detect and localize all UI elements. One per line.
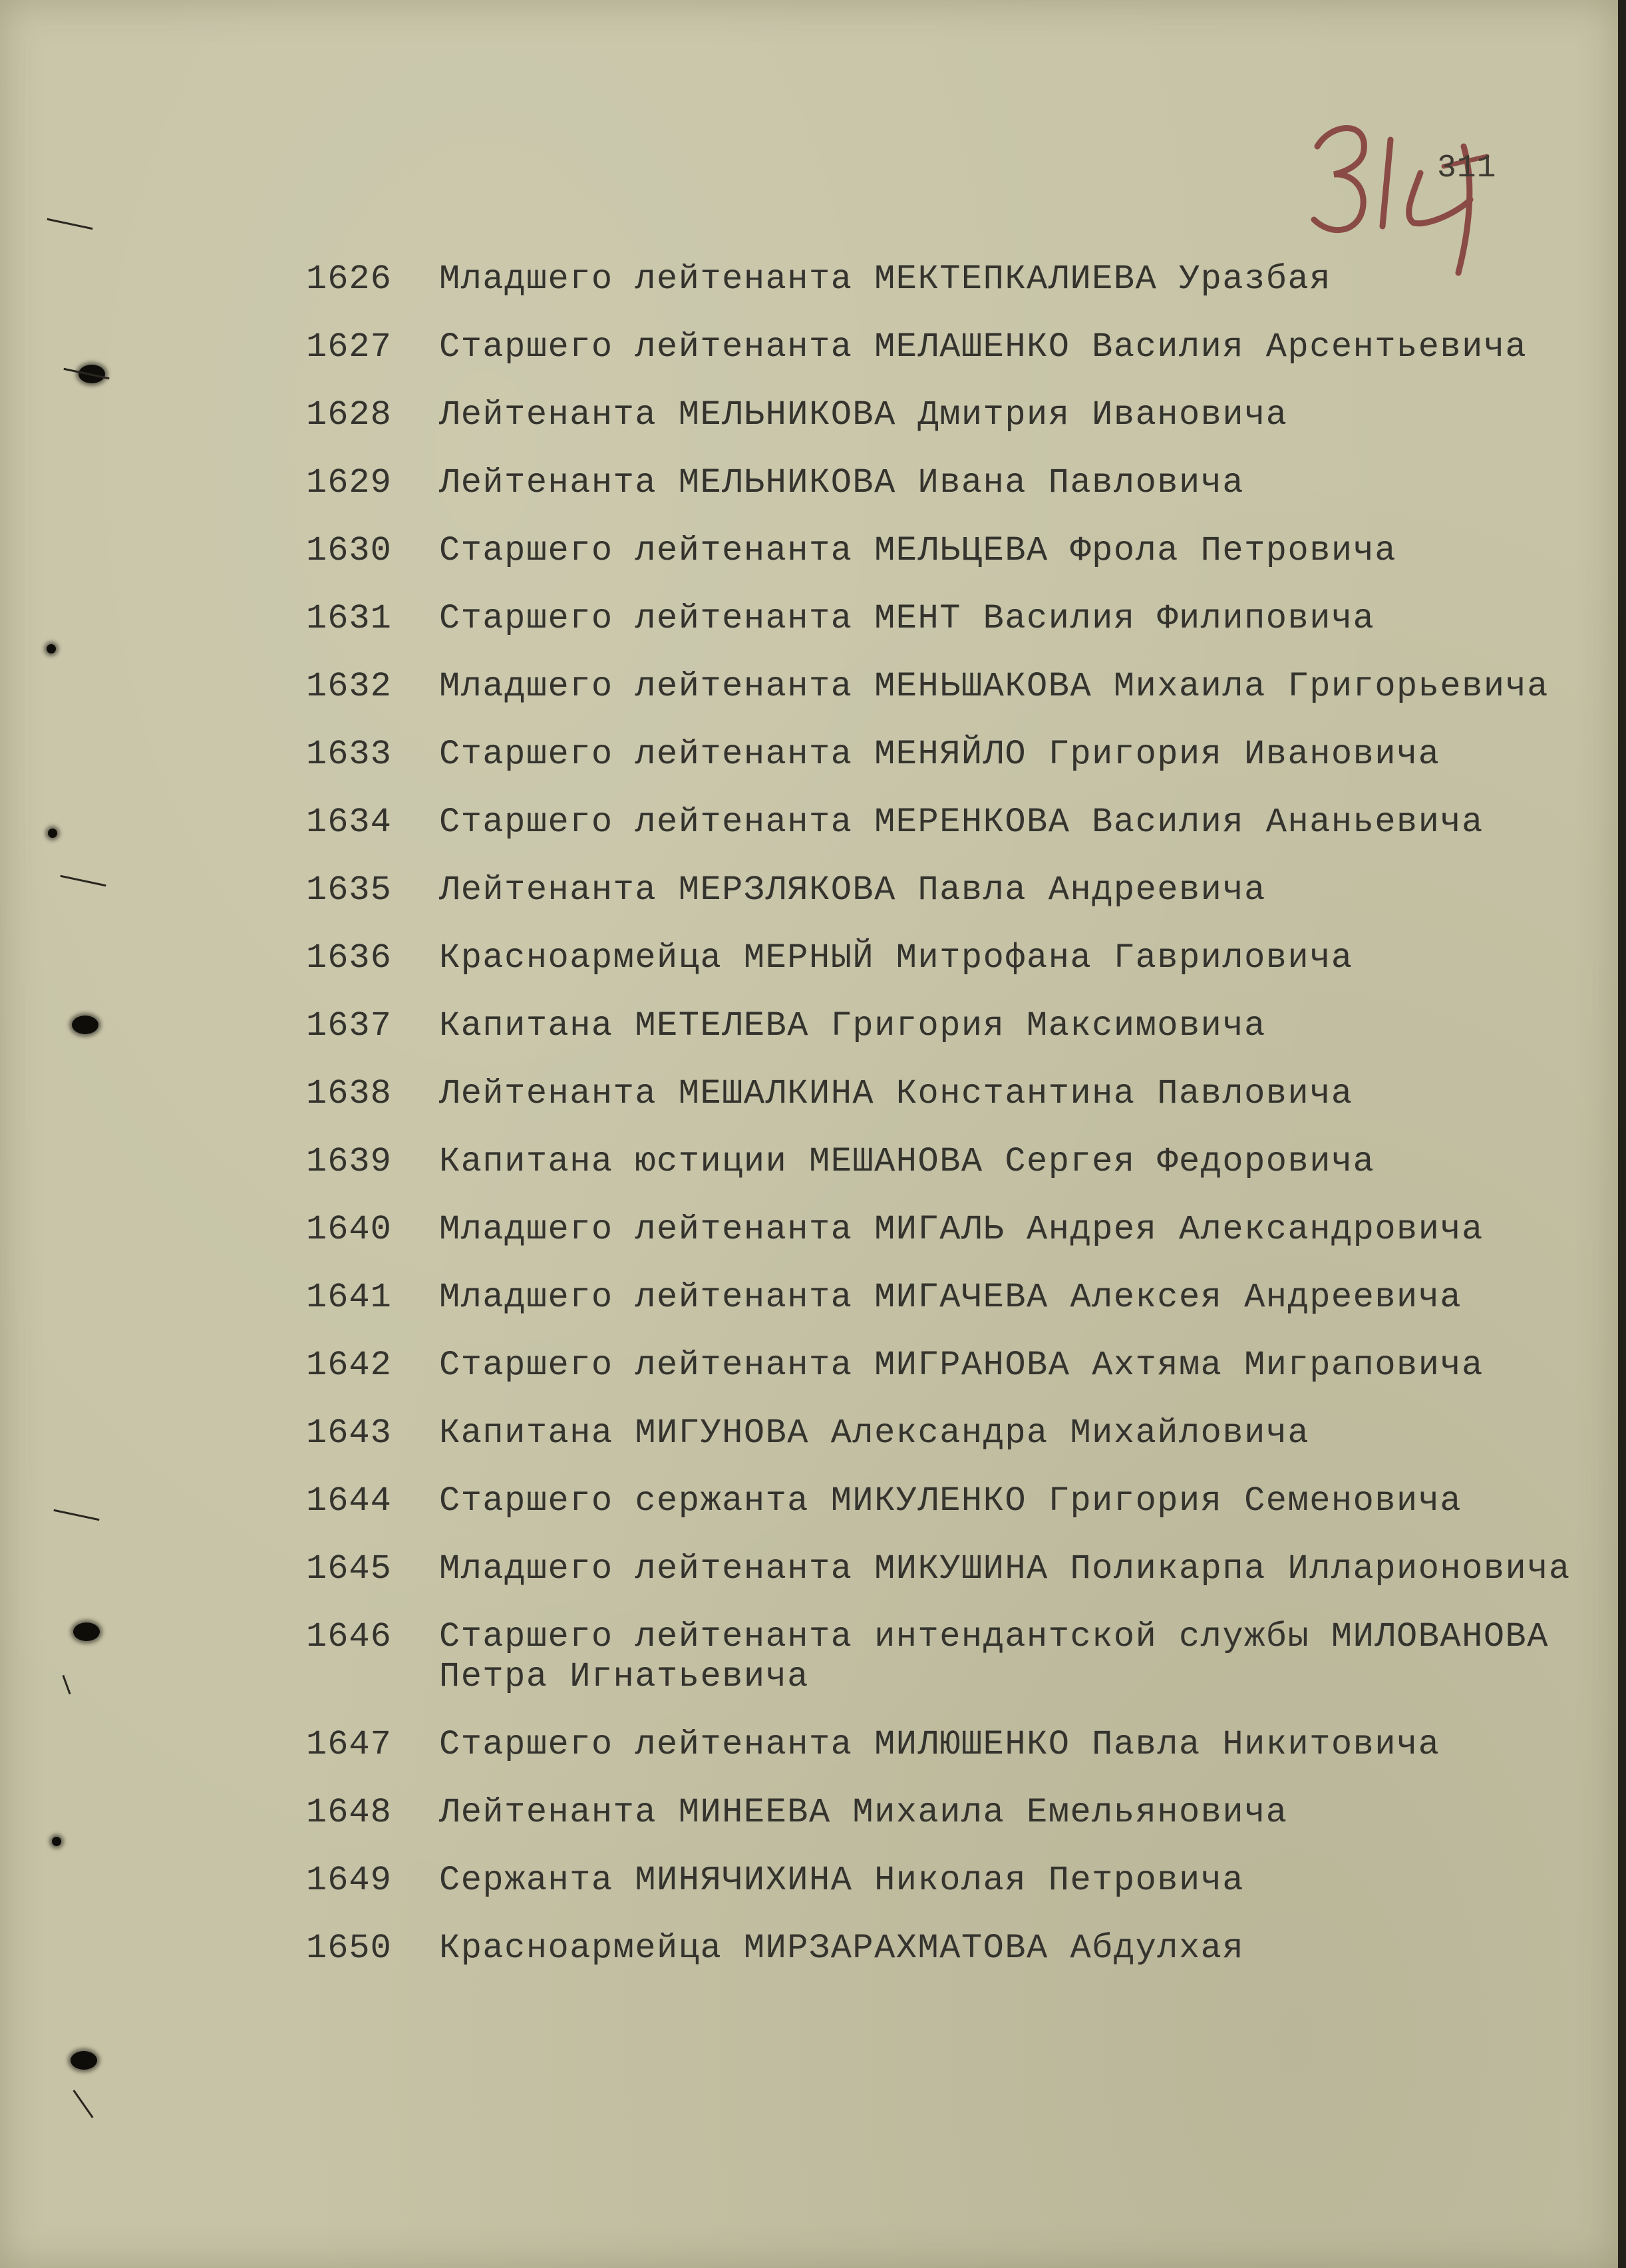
entry-number: 1637 bbox=[306, 1006, 392, 1045]
entry-number: 1646 bbox=[306, 1617, 392, 1656]
binding-mark bbox=[47, 218, 92, 230]
entry-number: 1645 bbox=[306, 1549, 392, 1589]
list-item bbox=[306, 1617, 1583, 1725]
entry-number: 1633 bbox=[306, 735, 392, 774]
entry-text: Красноармейца МИРЗАРАХМАТОВА Абдулхая bbox=[439, 1929, 1245, 1968]
list-item bbox=[306, 1210, 1583, 1278]
entry-text: Младшего лейтенанта МЕНЬШАКОВА Михаила Григорьевича bbox=[439, 667, 1549, 706]
entry-text: Старшего лейтенанта МЕНТ Василия Филиповича bbox=[439, 599, 1375, 638]
list-item bbox=[306, 1414, 1583, 1481]
entry-number: 1632 bbox=[306, 667, 392, 706]
entry-number: 1641 bbox=[306, 1278, 392, 1317]
binding-hole bbox=[47, 644, 56, 654]
entry-text: Старшего лейтенанта МЕРЕНКОВА Василия Ананьевича bbox=[439, 803, 1484, 842]
entry-text: Младшего лейтенанта МИГАЧЕВА Алексея Андреевича bbox=[439, 1278, 1462, 1317]
entry-text: Лейтенанта МЕЛЬНИКОВА Ивана Павловича bbox=[439, 463, 1245, 502]
list-item bbox=[306, 870, 1583, 938]
list-item bbox=[306, 1861, 1583, 1929]
entry-text: Старшего лейтенанта МЕЛЬЦЕВА Фрола Петровича bbox=[439, 531, 1397, 570]
entry-text: Лейтенанта МИНЕЕВА Михаила Емельяновича bbox=[439, 1793, 1288, 1832]
entry-number: 1629 bbox=[306, 463, 392, 502]
entry-text: Капитана МИГУНОВА Александра Михайловича bbox=[439, 1414, 1310, 1453]
list-item bbox=[306, 735, 1583, 803]
list-item bbox=[306, 803, 1583, 870]
entry-number: 1640 bbox=[306, 1210, 392, 1249]
entry-text: Старшего лейтенанта МИГРАНОВА Ахтяма Миграповича bbox=[439, 1346, 1484, 1385]
list-item bbox=[306, 938, 1583, 1006]
binding-hole bbox=[72, 1016, 98, 1034]
entry-text: Старшего сержанта МИКУЛЕНКО Григория Семеновича bbox=[439, 1481, 1462, 1521]
binding-mark bbox=[53, 1509, 99, 1521]
list-item bbox=[306, 1549, 1583, 1617]
entry-number: 1649 bbox=[306, 1861, 392, 1900]
binding-hole bbox=[73, 1622, 100, 1641]
list-item bbox=[306, 599, 1583, 667]
entry-number: 1636 bbox=[306, 938, 392, 978]
list-item bbox=[306, 463, 1583, 531]
entry-text: Капитана МЕТЕЛЕВА Григория Максимовича bbox=[439, 1006, 1266, 1045]
entry-text: Старшего лейтенанта МЕЛАШЕНКО Василия Арсентьевича bbox=[439, 327, 1528, 367]
entry-text: Младшего лейтенанта МИГАЛЬ Андрея Александровича bbox=[439, 1210, 1484, 1249]
typed-page-number: 311 bbox=[1437, 150, 1497, 186]
entry-number: 1628 bbox=[306, 395, 392, 435]
entry-number: 1634 bbox=[306, 803, 392, 842]
list-item bbox=[306, 1142, 1583, 1210]
entry-number: 1638 bbox=[306, 1074, 392, 1113]
scan-edge bbox=[1618, 0, 1626, 2268]
entry-text: Лейтенанта МЕРЗЛЯКОВА Павла Андреевича bbox=[439, 870, 1266, 910]
binding-hole bbox=[48, 829, 57, 838]
list-item bbox=[306, 1278, 1583, 1346]
entry-number: 1648 bbox=[306, 1793, 392, 1832]
entry-number: 1643 bbox=[306, 1414, 392, 1453]
entry-text: Старшего лейтенанта интендантской службы МИЛОВАНОВА Петра Игнатьевича bbox=[439, 1617, 1549, 1696]
list-item bbox=[306, 1793, 1583, 1861]
list-item bbox=[306, 1481, 1583, 1549]
entry-number: 1644 bbox=[306, 1481, 392, 1521]
entry-text: Красноармейца МЕРНЫЙ Митрофана Гавриловича bbox=[439, 938, 1353, 978]
list-item bbox=[306, 667, 1583, 735]
award-list bbox=[306, 260, 1583, 1996]
entry-text: Младшего лейтенанта МИКУШИНА Поликарпа Илларионовича bbox=[439, 1549, 1571, 1589]
entry-text: Лейтенанта МЕШАЛКИНА Константина Павловича bbox=[439, 1074, 1353, 1113]
list-item bbox=[306, 260, 1583, 327]
binding-mark bbox=[60, 875, 106, 886]
entry-text: Старшего лейтенанта МИЛЮШЕНКО Павла Никитовича bbox=[439, 1725, 1440, 1764]
list-item bbox=[306, 395, 1583, 463]
entry-number: 1630 bbox=[306, 531, 392, 570]
entry-number: 1639 bbox=[306, 1142, 392, 1181]
entry-text: Сержанта МИНЯЧИХИНА Николая Петровича bbox=[439, 1861, 1245, 1900]
entry-number: 1647 bbox=[306, 1725, 392, 1764]
entry-number: 1631 bbox=[306, 599, 392, 638]
binding-mark bbox=[62, 1675, 71, 1694]
entry-number: 1626 bbox=[306, 260, 392, 299]
entry-text: Капитана юстиции МЕШАНОВА Сергея Федоровича bbox=[439, 1142, 1375, 1181]
list-item bbox=[306, 1346, 1583, 1414]
entry-number: 1642 bbox=[306, 1346, 392, 1385]
binding-hole bbox=[71, 2051, 97, 2070]
entry-number: 1627 bbox=[306, 327, 392, 367]
list-item bbox=[306, 1929, 1583, 1996]
entry-text: Младшего лейтенанта МЕКТЕПКАЛИЕВА Уразбая bbox=[439, 260, 1331, 299]
list-item bbox=[306, 1006, 1583, 1074]
binding-mark bbox=[73, 2090, 93, 2118]
entry-text: Старшего лейтенанта МЕНЯЙЛО Григория Ивановича bbox=[439, 735, 1440, 774]
list-item bbox=[306, 1725, 1583, 1793]
binding-hole bbox=[52, 1837, 61, 1846]
list-item bbox=[306, 1074, 1583, 1142]
list-item bbox=[306, 327, 1583, 395]
entry-number: 1635 bbox=[306, 870, 392, 910]
entry-text: Лейтенанта МЕЛЬНИКОВА Дмитрия Ивановича bbox=[439, 395, 1288, 435]
entry-number: 1650 bbox=[306, 1929, 392, 1968]
list-item bbox=[306, 531, 1583, 599]
